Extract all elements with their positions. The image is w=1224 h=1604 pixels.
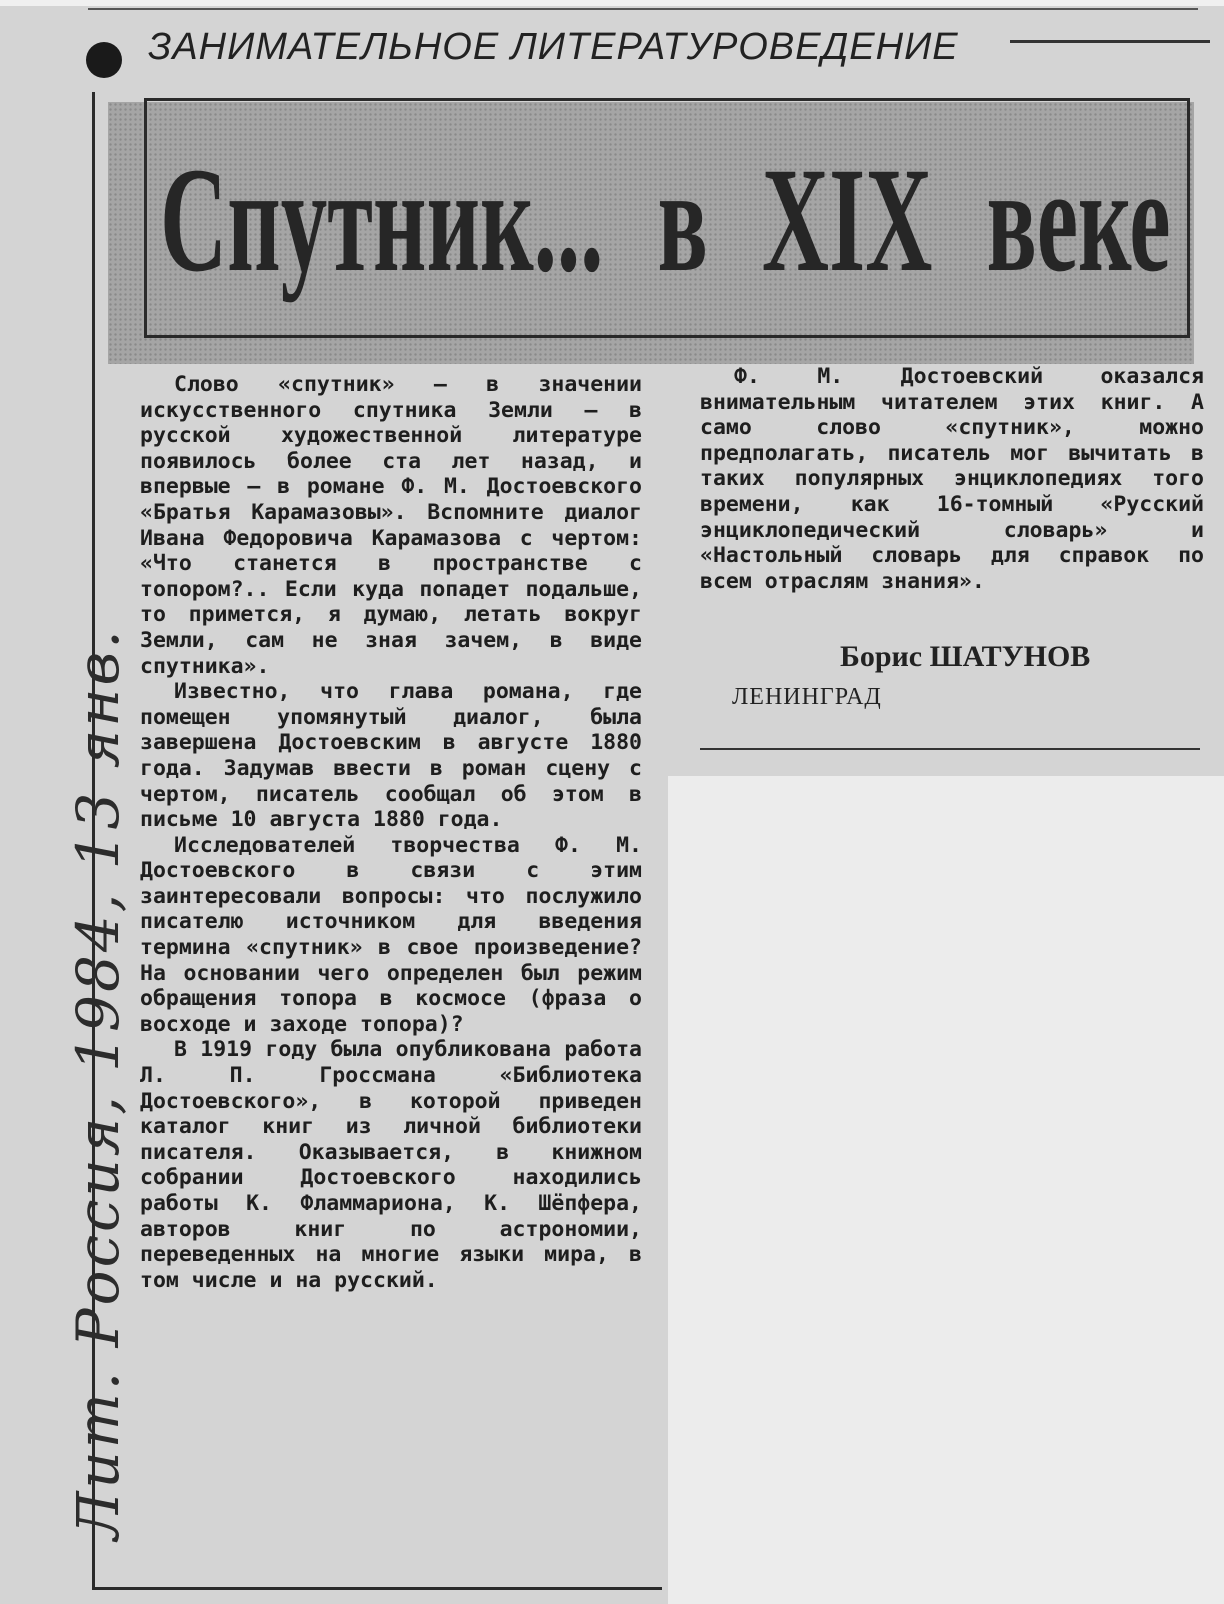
paragraph: Слово «спутник» — в значении искусственного спутника Земли — в русской художественной литературе появилось более ста лет назад, и впервые — в романе Ф. М. Достоевского «Братья Карамазовы». Вспомните диалог Ивана Федоровича Карамазова с чертом: «Что станется в пространстве с топором?.. Если куда попадет подальше, то примется, я думаю, летать вокруг Земли, сам не зная зачем, в виде спутника».: [140, 372, 642, 679]
author-city: ЛЕНИНГРАД: [732, 684, 882, 710]
handwritten-source-note: Лит. Россия, 1984, 13 янв.: [64, 627, 132, 1540]
headline-word-1: Спутник...: [160, 137, 604, 303]
headline-word-2: в: [657, 137, 708, 303]
article-end-rule: [700, 748, 1200, 750]
rubric-rule: [1010, 40, 1210, 43]
blank-paper-area: [668, 776, 1224, 1604]
article-right-column: [700, 364, 1204, 594]
headline-word-3: XIX: [761, 137, 933, 303]
article-left-column: [140, 372, 642, 1293]
paragraph: В 1919 году была опубликована работа Л. П. Гроссмана «Библиотека Достоевского», в которой приведен каталог книг из личной библиотеки писателя. Оказывается, в книжном собрании Достоевского находились работы К. Фламмариона, К. Шёпфера, авторов книг по астрономии, переведенных на многие языки мира, в том числе и на русский.: [140, 1037, 642, 1293]
headline: [160, 130, 1171, 310]
top-rule: [88, 8, 1198, 10]
author-signature: Борис ШАТУНОВ: [840, 640, 1091, 673]
bottom-rule: [92, 1587, 662, 1590]
paragraph: Исследователей творчества Ф. М. Достоевского в связи с этим заинтересовали вопросы: что послужило писателю источником для введения термина «спутник» в свое произведение? На основании чего определен был режим обращения топора в космосе (фраза о восходе и заходе топора)?: [140, 832, 642, 1037]
paragraph: Известно, что глава романа, где помещен упомянутый диалог, была завершена Достоевским в августе 1880 года. Задумав ввести в роман сцену с чертом, писатель сообщал об этом в письме 10 августа 1880 года.: [140, 679, 642, 833]
headline-word-4: веке: [986, 137, 1171, 303]
rubric-heading: ЗАНИМАТЕЛЬНОЕ ЛИТЕРАТУРОВЕДЕНИЕ: [148, 26, 959, 68]
paragraph: Ф. М. Достоевский оказался внимательным читателем этих книг. А само слово «спутник», можно предполагать, писатель мог вычитать в таких популярных энциклопедиях того времени, как 16-томный «Русский энциклопедический словарь» и «Настольный словарь для справок по всем отраслям знания».: [700, 364, 1204, 594]
rubric-bullet: [86, 42, 122, 78]
top-paper-strip: [0, 0, 1224, 6]
